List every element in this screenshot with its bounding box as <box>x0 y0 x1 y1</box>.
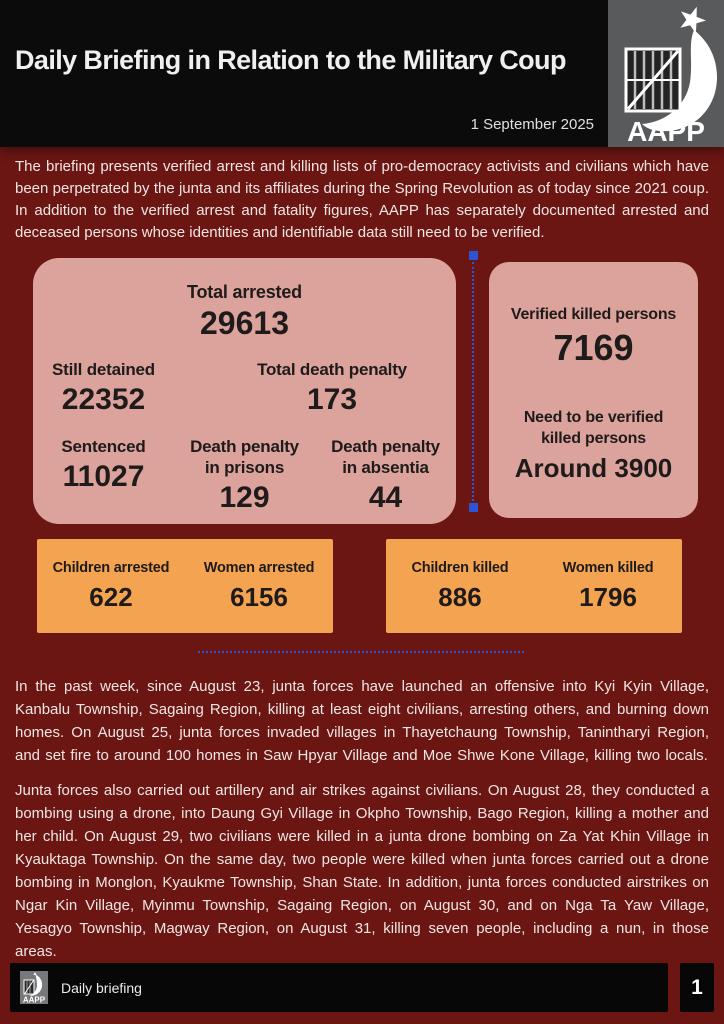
stat-death-penalty-prisons <box>174 436 315 516</box>
aapp-logo-small <box>20 971 48 1004</box>
stat-value: 6156 <box>230 581 288 612</box>
stat-need-verified <box>489 407 698 484</box>
intro-paragraph: The briefing presents verified arrest and killing lists of pro-democracy activists and civilians which have been perpetrated by the junta and its affiliates during the Spring Revolution as of today since 2021 coup. In addition to the verified arrest and fatality figures, AAPP has separately documented arrested and deceased persons whose identities and identifiable data still need to be verified. <box>15 158 709 241</box>
arrest-stats-card <box>33 258 456 524</box>
stat-value: 29613 <box>200 305 289 341</box>
stat-label: Still detained <box>52 360 155 379</box>
stat-label-line1: Need to be verified <box>523 409 664 426</box>
prison-gate-icon <box>626 49 680 111</box>
stat-women-arrested <box>185 560 333 613</box>
stat-sentenced <box>33 436 174 516</box>
stat-label <box>489 407 698 449</box>
stat-total-death-penalty <box>191 359 473 418</box>
prison-gate-icon <box>24 980 34 994</box>
strikes-summary-paragraph: Junta forces also carried out artillery and air strikes against civilians. On August 28, they conducted a bombing using a drone, into Daung Gyi Village in Okpho Township, Bago Region, killing a mother and her child. On August 29, two civilians were killed in a junta drone bombing on Za Yat Khin Village in Kyauktaga Township. On the same day, two people were killed when junta forces carried out a drone bombing in Monglon, Kyaukme Township, Shan State. In addition, junta forces conducted airstrikes on Ngar Kin Village, Myinmu Township, Sagaing Region, on August 30, and on Nga Ta Yaw Village, Yesagyo Township, Magway Region, on August 31, killing seven people, including a nun, in those areas. <box>15 782 709 960</box>
stat-value: 129 <box>219 481 270 514</box>
stat-label: Children killed <box>411 559 509 576</box>
stat-value: 173 <box>306 383 358 416</box>
aapp-logo-graphic <box>608 0 724 147</box>
stat-label: Women arrested <box>203 559 315 576</box>
stat-value: 1796 <box>579 581 637 612</box>
stat-label: Women killed <box>562 559 654 576</box>
killed-demographics-card <box>386 539 682 633</box>
divider-square-top <box>469 251 478 260</box>
stat-children-killed <box>386 560 534 613</box>
header <box>0 0 724 147</box>
stat-label-line1: Death penalty <box>190 437 299 456</box>
aapp-logo-small-graphic <box>20 971 48 1004</box>
stat-value: 44 <box>368 481 403 514</box>
stat-label: Children arrested <box>52 559 170 576</box>
aapp-logo <box>608 0 724 147</box>
divider-square-bottom <box>469 503 478 512</box>
page-title: Daily Briefing in Relation to the Military Coup <box>15 45 566 75</box>
killed-stats-card <box>489 262 698 518</box>
stat-value: 7169 <box>553 327 634 368</box>
stat-women-killed <box>534 560 682 613</box>
page-number: 1 <box>691 975 703 999</box>
stat-label: Verified killed persons <box>510 306 677 323</box>
stat-label-line2: in absentia <box>342 458 429 477</box>
aapp-logo-text: AAPP <box>22 995 46 1004</box>
week-summary-paragraph: In the past week, since August 23, junta forces have launched an offensive into Kyi Kyin Village, Kanbalu Township, Sagaing Region, killing at least eight civilians, arresting others, and burning down homes. On August 25, junta forces invaded villages in Thayetchaung Township, Tanintharyi Region, and set fire to around 100 homes in Saw Hpyar Village and Moe Shwe Kone Village, killing two locals. <box>15 678 709 764</box>
stat-still-detained <box>33 359 174 418</box>
stat-label-line1: Death penalty <box>331 437 440 456</box>
footer-bar <box>10 963 668 1012</box>
stat-label-line2: killed persons <box>541 430 646 447</box>
divider-dotted-line <box>472 262 474 501</box>
horizontal-dotted-divider <box>198 651 524 653</box>
stat-children-arrested <box>37 560 185 613</box>
stat-value: 622 <box>89 581 133 612</box>
aapp-logo-text: AAPP <box>627 116 705 147</box>
arrested-demographics-card <box>37 539 333 633</box>
briefing-date: 1 September 2025 <box>470 116 594 133</box>
stat-label-line2: in prisons <box>204 458 285 477</box>
stat-value: 886 <box>438 581 482 612</box>
vertical-dotted-divider <box>468 251 478 512</box>
stat-label: Total death penalty <box>257 360 407 379</box>
page-number-box <box>680 963 714 1012</box>
stat-label: Sentenced <box>61 437 146 456</box>
stat-value: 22352 <box>61 383 146 416</box>
footer-label: Daily briefing <box>61 979 142 996</box>
stat-label <box>174 436 315 478</box>
stat-death-penalty-absentia <box>315 436 456 516</box>
stat-value: Around 3900 <box>514 453 673 483</box>
stat-label: Total arrested <box>187 282 302 302</box>
stat-total-arrested <box>33 282 456 341</box>
stat-label <box>315 436 456 478</box>
stat-value: 11027 <box>62 460 145 493</box>
